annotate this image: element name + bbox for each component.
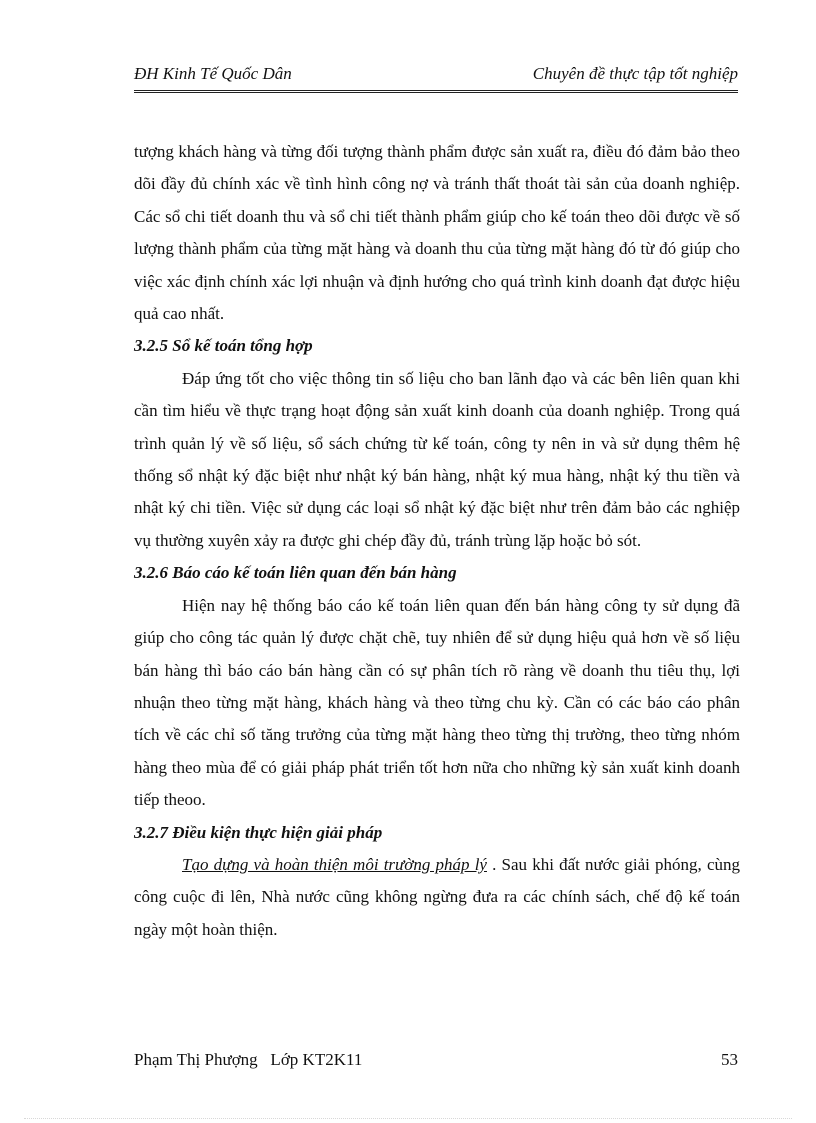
header-university: ĐH Kinh Tế Quốc Dân [134,64,292,83]
page-number: 53 [721,1050,738,1069]
paragraph-conditions [134,849,740,946]
legal-environment-phrase: Tạo dựng và hoàn thiện môi trường pháp lý [182,854,487,874]
paragraph-continued: tượng khách hàng và từng đối tượng thành phẩm được sản xuất ra, điều đó đảm bảo theo dõi đầy đủ chính xác về tình hình công nợ và tránh thất thoát tài sản của doanh nghiệp. Các sổ chi tiết doanh thu và sổ chi tiết thành phẩm giúp cho kế toán theo dõi được về số lượng thành phẩm của từng mặt hàng và doanh thu của từng mặt hàng đó từ đó giúp cho việc xác định chính xác lợi nhuận và định hướng cho quá trình kinh doanh đạt được hiệu quả cao nhất. [134,142,740,324]
heading-3-2-5: 3.2.5 Sổ kế toán tổng hợp [134,336,313,356]
heading-3-2-6: 3.2.6 Báo cáo kế toán liên quan đến bán hàng [134,563,457,583]
page-bottom-divider [24,1118,792,1119]
header-report-title: Chuyên đề thực tập tốt nghiệp [532,64,738,83]
paragraph-general-ledger: Đáp ứng tốt cho việc thông tin số liệu cho ban lãnh đạo và các bên liên quan khi cần tìm hiểu về thực trạng hoạt động sản xuất kinh doanh của doanh nghiệp. Trong quá trình quản lý về số liệu, sổ sách chứng từ kế toán, công ty nên in và sử dụng thêm hệ thống sổ nhật ký đặc biệt như nhật ký bán hàng, nhật ký mua hàng, nhật ký thu tiền và nhật ký chi tiền. Việc sử dụng các loại sổ nhật ký đặc biệt như trên đảm bảo các nghiệp vụ thường xuyên xảy ra được ghi chép đầy đủ, tránh trùng lặp hoặc bỏ sót. [134,368,740,550]
footer-author-class: Phạm Thị Phượng Lớp KT2K11 [134,1050,363,1069]
heading-3-2-7: 3.2.7 Điều kiện thực hiện giải pháp [134,822,383,842]
document-body [134,136,740,946]
paragraph-sales-reports: Hiện nay hệ thống báo cáo kế toán liên quan đến bán hàng công ty sử dụng đã giúp cho công tác quản lý được chặt chẽ, tuy nhiên để sử dụng hiệu quả hơn về số liệu bán hàng thì báo cáo bán hàng cần có sự phân tích rõ ràng về doanh thu tiêu thụ, lợi nhuận theo từng mặt hàng, khách hàng và theo từng chu kỳ. Cần có các báo cáo phân tích về các chỉ số tăng trưởng của từng mặt hàng theo từng thị trường, theo từng nhóm hàng theo mùa để có giải pháp phát triển tốt hơn nữa cho những kỳ sản xuất kinh doanh tiếp theoo. [134,595,740,810]
paragraph-conditions-text: . Sau khi đất nước giải phóng, cùng công cuộc đi lên, Nhà nước cũng không ngừng đưa ra các chính sách, chế độ kế toán ngày một hoàn thiện. [134,854,740,939]
page-header [134,64,738,93]
